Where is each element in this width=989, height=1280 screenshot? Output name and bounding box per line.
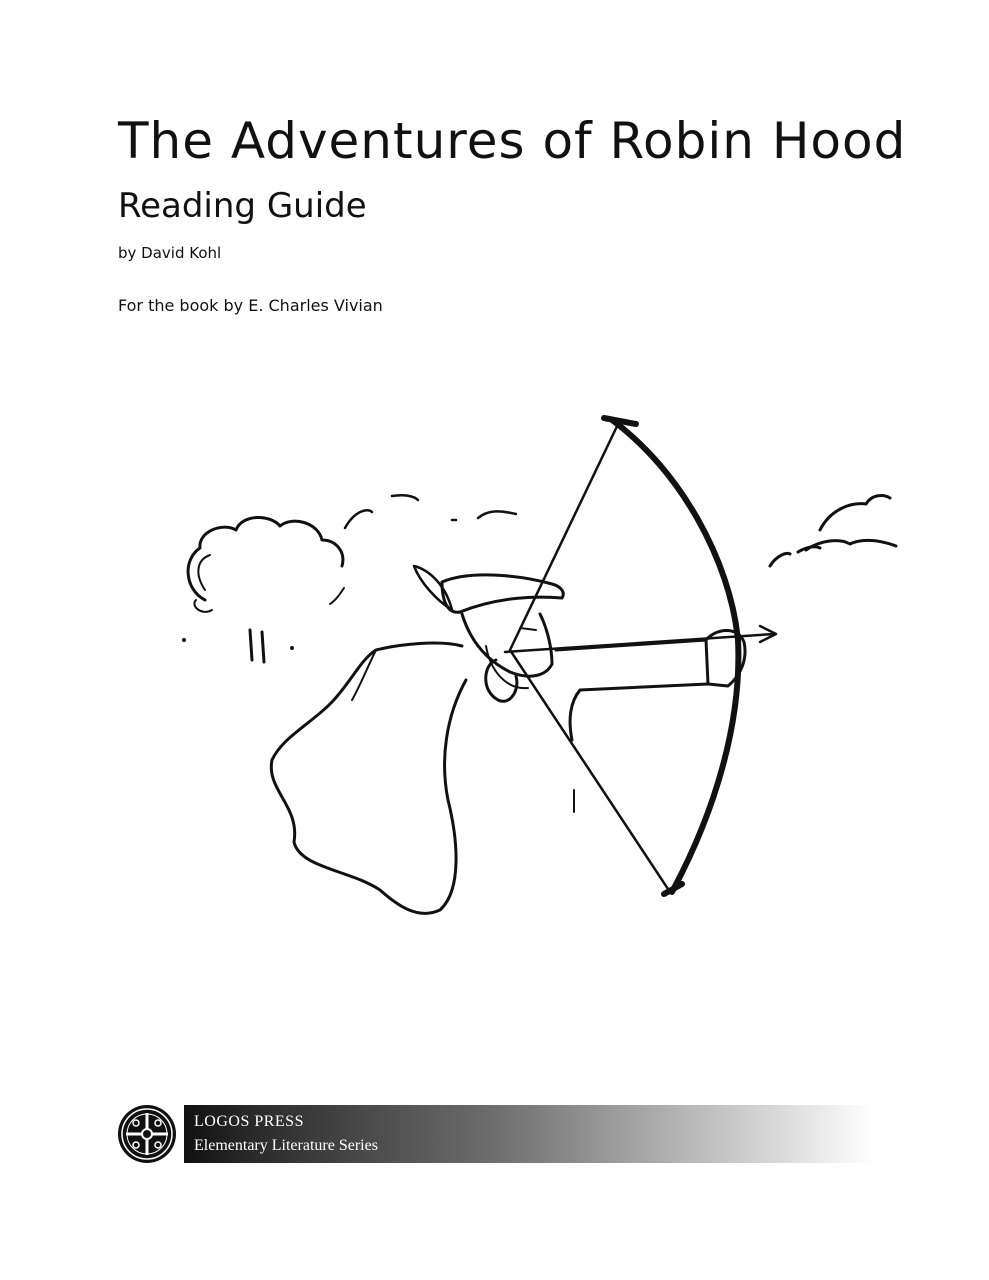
cloud-right xyxy=(770,547,820,566)
front-arm xyxy=(556,640,708,740)
tree-detail xyxy=(194,555,212,612)
tree-dot xyxy=(290,646,294,650)
author-byline: by David Kohl xyxy=(118,244,222,262)
bird-mark xyxy=(452,511,516,520)
cover-title: The Adventures of Robin Hood xyxy=(118,112,907,170)
publisher-band xyxy=(184,1105,874,1163)
bird-mark xyxy=(392,495,418,500)
bow-string xyxy=(510,420,670,892)
tree-dot xyxy=(182,638,186,642)
cloak xyxy=(271,643,466,913)
cloud-right xyxy=(820,496,890,530)
bow-limb xyxy=(612,420,738,892)
publisher-footer xyxy=(116,1103,876,1165)
bird-mark xyxy=(345,510,372,528)
publisher-name: LOGOS PRESS xyxy=(194,1113,304,1130)
logos-press-seal-icon xyxy=(116,1103,178,1165)
tree-trunk xyxy=(250,630,264,662)
cover-subtitle: Reading Guide xyxy=(118,186,367,226)
eye xyxy=(520,628,536,630)
archer-drawing-bow-icon xyxy=(170,405,910,930)
hat xyxy=(442,575,563,612)
series-name: Elementary Literature Series xyxy=(194,1137,378,1154)
tree-outline xyxy=(188,517,343,600)
face xyxy=(462,614,552,676)
cloak-fold xyxy=(352,650,376,700)
source-book-note: For the book by E. Charles Vivian xyxy=(118,296,383,315)
leaf-mark xyxy=(330,588,344,604)
